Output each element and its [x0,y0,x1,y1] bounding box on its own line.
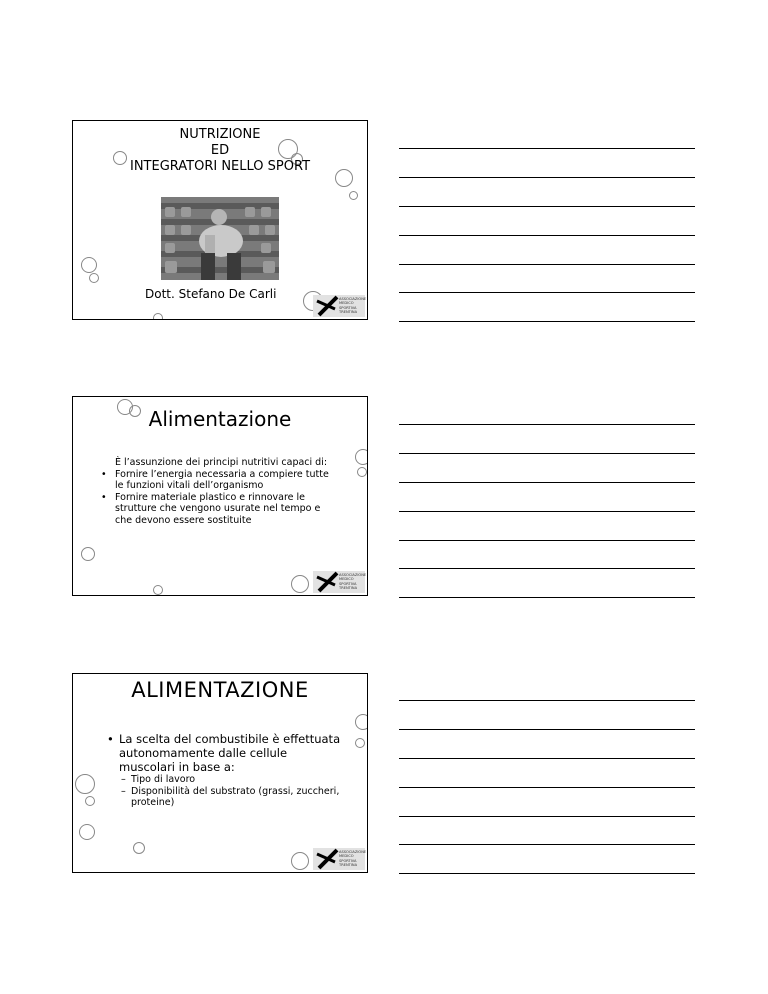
note-line [399,758,695,759]
bubble-decoration [75,774,95,794]
sub-bullet-text: Tipo di lavoro [131,774,196,785]
note-line [399,424,695,425]
bubble-decoration [349,191,358,200]
note-line [399,235,695,236]
bubble-decoration [357,467,367,477]
bullet-dot: • [107,732,114,746]
bullet-text: Fornire l’energia necessaria a compiere tutte le funzioni vitali dell’organismo [115,468,329,491]
sub-bullet-text: Disponibilità del substrato (grassi, zuccheri, proteine) [131,785,340,808]
note-line [399,453,695,454]
slide-2-body [97,457,337,526]
bubble-decoration [153,585,163,595]
title-line: NUTRIZIONE [179,127,261,142]
note-line [399,816,695,817]
note-line [399,540,695,541]
note-line [399,844,695,845]
association-logo [307,571,365,593]
slide-3-body [103,732,343,809]
bullet-text: La scelta del combustibile è effettuata autonomamente dalle cellule muscolari in base a: [119,732,341,774]
logo-text: ASSOCIAZIONE MEDICO SPORTIVA TRENTINA [339,297,367,315]
bubble-decoration [355,449,368,465]
note-line [399,264,695,265]
logo-text: ASSOCIAZIONE MEDICO SPORTIVA TRENTINA [339,573,367,591]
intro-text: È l’assunzione dei principi nutritivi capaci di: [115,457,328,468]
note-line [399,482,695,483]
bubble-decoration [133,842,145,854]
slide-3-title: ALIMENTAZIONE [131,678,309,702]
bullet-item [97,492,337,527]
note-line [399,873,695,874]
note-line [399,148,695,149]
bubble-decoration [81,547,95,561]
bullet-item [103,732,343,774]
slide-2 [72,396,368,596]
note-line [399,321,695,322]
note-line [399,729,695,730]
bubble-decoration [85,796,95,806]
bubble-decoration [81,257,97,273]
bullet-item [97,469,337,492]
slide-1 [72,120,368,320]
note-line [399,597,695,598]
sub-bullet-dash: – [121,785,126,797]
bullet-dot: • [101,468,107,480]
sub-bullet-item [103,786,343,809]
sub-bullet-item [103,774,343,786]
note-line [399,292,695,293]
note-line [399,568,695,569]
note-line [399,206,695,207]
bullet-text: Fornire materiale plastico e rinnovare le strutture che vengono usurate nel tempo e che devono essere sostituite [115,491,321,526]
bubble-decoration [89,273,99,283]
title-line: ED [210,143,230,158]
note-line [399,787,695,788]
note-line [399,177,695,178]
bubble-decoration [153,313,163,320]
author-name: Dott. Stefano De Carli [145,287,277,301]
note-line [399,511,695,512]
bubble-decoration [355,738,365,748]
association-logo [307,295,365,317]
logo-text: ASSOCIAZIONE MEDICO SPORTIVA TRENTINA [339,850,367,868]
photo-stadium-man [161,197,279,280]
bubble-decoration [79,824,95,840]
bullet-dot: • [101,491,107,503]
association-logo [307,848,365,870]
slide-2-title: Alimentazione [148,407,292,431]
sub-bullet-dash: – [121,774,126,785]
bubble-decoration [355,714,368,730]
slide-1-title [73,127,367,175]
slide-3 [72,673,368,873]
note-line [399,700,695,701]
title-line: INTEGRATORI NELLO SPORT [129,159,311,174]
